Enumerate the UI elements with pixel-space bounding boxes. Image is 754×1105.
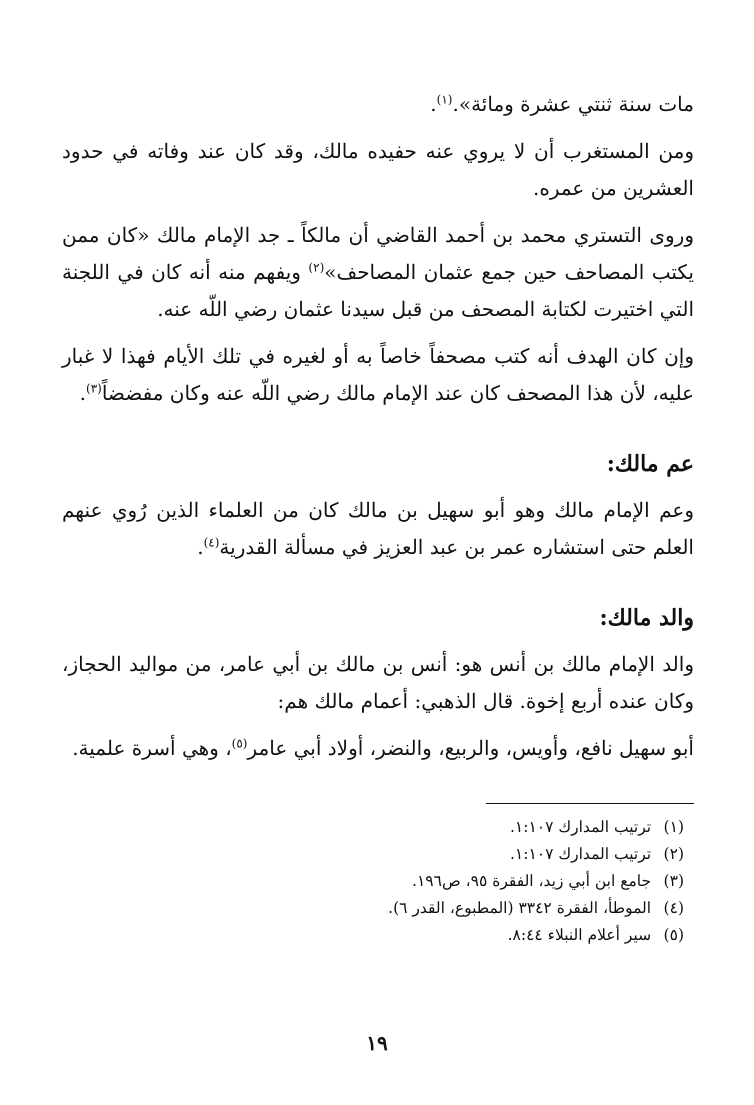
footnote-divider [486, 803, 694, 804]
paragraph-text-continued: ويفهم منه أنه كان في اللجنة التي اختيرت لكتابة المصحف من قبل سيدنا عثمان رضي اللّه عنه. [62, 260, 694, 321]
paragraph-text: وروى التستري محمد بن أحمد القاضي أن مالكاً ـ جد الإمام مالك «كان ممن يكتب المصاحف حين جمع عثمان المصاحف» [62, 223, 695, 284]
footnote-list [62, 814, 694, 949]
paragraph-uncle [62, 492, 694, 566]
footnote-item [62, 922, 694, 949]
paragraph-grandson: ومن المستغرب أن لا يروي عنه حفيده مالك، وقد كان عند وفاته في حدود العشرين من عمره. [62, 139, 694, 200]
footnote-number: (٥) [663, 926, 684, 944]
paragraph-text: وإن كان الهدف أنه كتب مصحفاً خاصاً به أو لغيره في تلك الأيام فهذا لا غبار عليه، لأن هذا المصحف كان عند الإمام مالك رضي اللّه عنه وكان مفضضاً [62, 344, 694, 405]
footnote-text: جامع ابن أبي زيد، الفقرة ٩٥، ص١٩٦. [412, 872, 652, 890]
footnote-ref-1[interactable]: (١) [436, 92, 453, 107]
paragraph-text: أبو سهيل نافع، وأويس، والربيع، والنضر، أولاد أبي عامر [247, 736, 694, 760]
footnote-text: ترتيب المدارك ١:١٠٧. [509, 818, 652, 836]
footnote-number: (٤) [663, 899, 684, 917]
footnote-ref-2[interactable]: (٢) [308, 260, 325, 275]
paragraph-text: مات سنة ثنتي عشرة ومائة». [452, 92, 694, 116]
section-heading-uncle: عم مالك: [606, 451, 694, 477]
footnote-ref-5[interactable]: (٥) [231, 736, 248, 751]
page-number: ١٩ [366, 1031, 388, 1055]
paragraph-text: وعم الإمام مالك وهو أبو سهيل بن مالك كان من العلماء الذين رُوي عنهم العلم حتى استشاره عمر بن عبد العزيز في مسألة القدرية [62, 498, 694, 559]
paragraph-family [62, 730, 694, 767]
footnote-text: ترتيب المدارك ١:١٠٧. [509, 845, 652, 863]
footnote-number: (١) [663, 818, 684, 836]
paragraph-text-continued: ، وهي أسرة علمية. [72, 736, 232, 760]
footnote-text: الموطأ، الفقرة ٣٣٤٢ (المطبوع، القدر ٦). [388, 899, 652, 917]
book-page [62, 86, 694, 1065]
paragraph-mushaf-purpose [62, 338, 694, 412]
footnote-ref-4[interactable]: (٤) [203, 535, 220, 550]
paragraph-death-date [62, 86, 694, 123]
footnote-item [62, 841, 694, 868]
paragraph-father: والد الإمام مالك بن أنس هو: أنس بن مالك بن أبي عامر، من مواليد الحجاز، وكان عنده أربع إخوة. قال الذهبي: أعمام مالك هم: [62, 652, 694, 713]
footnote-item [62, 895, 694, 922]
footnote-text: سير أعلام النبلاء ٨:٤٤. [507, 926, 652, 944]
paragraph-tail: . [79, 381, 86, 405]
paragraph-tail: . [430, 92, 437, 116]
section-heading-father: والد مالك: [599, 605, 694, 631]
footnote-ref-3[interactable]: (٣) [86, 381, 102, 396]
paragraph-mushaf-writer [62, 217, 694, 328]
paragraph-tail: . [197, 535, 204, 559]
footnote-number: (٣) [663, 872, 684, 890]
footnote-number: (٢) [663, 845, 684, 863]
footnote-item [62, 868, 694, 895]
footnote-item [62, 814, 694, 841]
